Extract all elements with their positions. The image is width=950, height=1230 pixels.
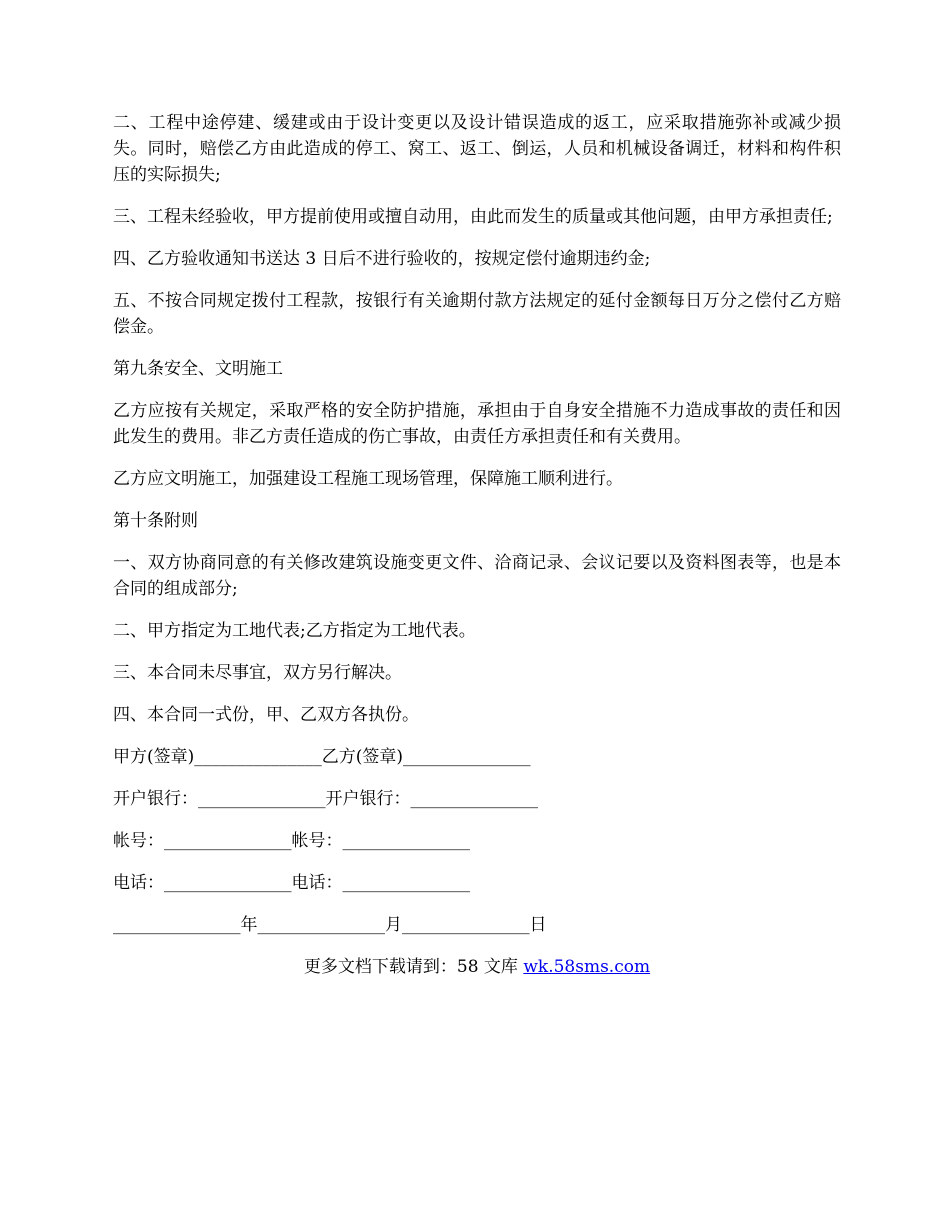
section-10-item-3: 三、本合同未尽事宜，双方另行解决。 [113,663,402,683]
signature-bank-line: 开户银行：_______________开户银行：_______________ [113,789,538,809]
section-9-heading: 第九条安全、文明施工 [113,359,283,379]
document-page [113,110,841,980]
footer-download-note [113,954,841,980]
clause-paragraph-3: 三、工程未经验收，甲方提前使用或擅自动用，由此而发生的质量或其他问题，由甲方承担责任; [113,207,833,227]
section-9-paragraph-2: 乙方应文明施工，加强建设工程施工现场管理，保障施工顺利进行。 [113,469,623,489]
footer-text: 更多文档下载请到：58 文库 [303,957,524,977]
clause-paragraph-5: 五、不按合同规定拨付工程款，按银行有关逾期付款方法规定的延付金额每日万分之偿付乙方赔偿金。 [113,291,841,337]
section-10-item-4: 四、本合同一式份，甲、乙双方各执份。 [113,705,419,725]
section-9-paragraph-1: 乙方应按有关规定，采取严格的安全防护措施，承担由于自身安全措施不力造成事故的责任和因此发生的费用。非乙方责任造成的伤亡事故，由责任方承担责任和有关费用。 [113,401,841,447]
section-10-item-1: 一、双方协商同意的有关修改建筑设施变更文件、洽商记录、会议记要以及资料图表等，也是本合同的组成部分; [113,553,841,599]
signature-party-line: 甲方(签章)_______________乙方(签章)_______________ [113,747,531,767]
signature-phone-line: 电话：_______________电话：_______________ [113,873,470,893]
footer-link[interactable]: wk.58sms.com [523,957,651,977]
clause-paragraph-2: 二、工程中途停建、缓建或由于设计变更以及设计错误造成的返工，应采取措施弥补或减少损失。同时，赔偿乙方由此造成的停工、窝工、返工、倒运，人员和机械设备调迁，材料和构件积压的实际损失; [113,113,841,185]
section-10-item-2: 二、甲方指定为工地代表;乙方指定为工地代表。 [113,621,476,641]
clause-paragraph-4: 四、乙方验收通知书送达 3 日后不进行验收的，按规定偿付逾期违约金; [113,249,651,269]
section-10-heading: 第十条附则 [113,511,198,531]
signature-date-line: _______________年_______________月_______________日 [113,915,547,935]
signature-account-line: 帐号：_______________帐号：_______________ [113,831,470,851]
